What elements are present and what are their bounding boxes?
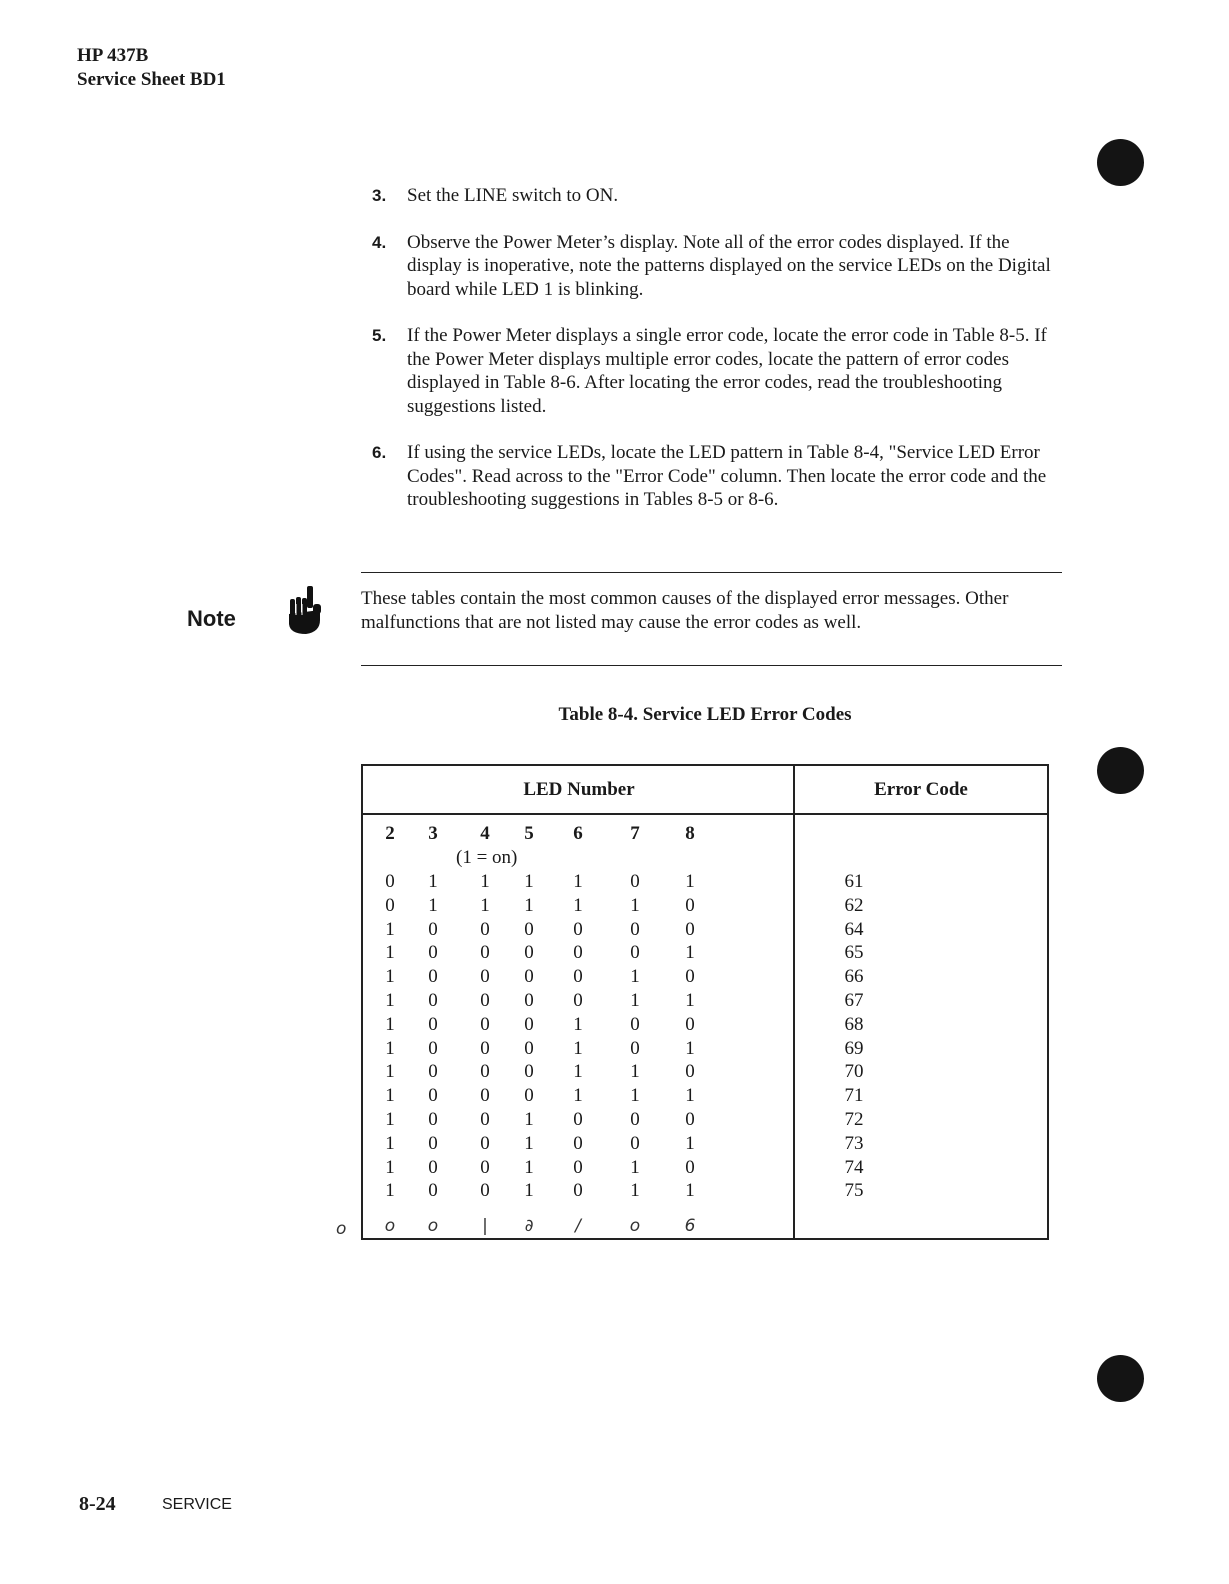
led-bit: 1: [685, 1132, 695, 1154]
error-code-value: 71: [844, 1085, 864, 1107]
led-bit: 0: [685, 1061, 695, 1083]
led-bit: 0: [480, 966, 490, 988]
led-bit: 0: [480, 942, 490, 964]
led-bit: 0: [428, 1085, 438, 1107]
error-code-header: Error Code: [874, 779, 968, 800]
led-bit: 0: [573, 1156, 583, 1178]
error-code-value: 62: [844, 894, 864, 916]
led-bit: 0: [524, 966, 534, 988]
led-bit: 1: [385, 1132, 395, 1154]
led-bit: 1: [385, 1037, 395, 1059]
binder-hole: [1097, 747, 1144, 794]
column-divider: [793, 766, 795, 1238]
led-bit: 0: [385, 871, 395, 892]
led-bit: 0: [428, 1109, 438, 1130]
led-bit: 1: [630, 894, 640, 916]
led-bit: 0: [428, 1132, 438, 1154]
led-bit: 1: [385, 966, 395, 988]
led-bit: 0: [524, 1061, 534, 1083]
led-bit: 1: [524, 1132, 534, 1154]
step-text: Set the LINE switch to ON.: [407, 185, 619, 206]
error-code-value: 61: [844, 871, 864, 892]
led-bit: 0: [573, 1109, 583, 1130]
led-bit: 1: [480, 894, 490, 916]
step-number: 5.: [372, 326, 387, 345]
step-text: If using the service LEDs, locate the LED pattern in Table 8-4, "Service LED Error Codes". Read across to the "Error Code" column. Then locate the error code and the troubleshooting suggestions in Tables 8-5 or 8-6.: [407, 442, 1047, 510]
led-bit: 0: [428, 990, 438, 1011]
error-code-value: 74: [844, 1156, 864, 1178]
section-label: SERVICE: [162, 1496, 232, 1513]
led-bit: 1: [630, 1085, 640, 1107]
led-bit: 0: [385, 894, 395, 916]
led-column-number: 5: [524, 823, 534, 844]
led-bit: 0: [480, 1132, 490, 1154]
led-bit: 1: [685, 871, 695, 892]
led-bit: 0: [524, 1085, 534, 1107]
led-column-number: 2: [385, 823, 395, 844]
led-bit: 1: [573, 1061, 583, 1083]
led-bit: 1: [524, 894, 534, 916]
led-bit: 1: [573, 871, 583, 892]
page-number: 8-24: [79, 1493, 116, 1515]
led-bit: 0: [480, 1156, 490, 1178]
note-text: These tables contain the most common causes of the displayed error messages. Other malfunctions that are not listed may cause the error codes as well.: [361, 588, 1009, 633]
led-bit: 0: [630, 942, 640, 964]
led-bit: 1: [385, 1013, 395, 1035]
step-text: If the Power Meter displays a single error code, locate the error code in Table 8-5. If the Power Meter displays multiple error codes, locate the pattern of error codes displayed in Table 8-6. After locating the error codes, read the troubleshooting suggestions listed.: [407, 325, 1047, 417]
led-bit: 1: [524, 1109, 534, 1130]
handwritten-mark: ∂: [524, 1216, 534, 1236]
error-code-value: 75: [844, 1180, 864, 1202]
led-bit: 0: [428, 1061, 438, 1083]
header-divider: [363, 813, 1047, 815]
procedure-step: [372, 231, 1062, 302]
led-bit: 0: [630, 1132, 640, 1154]
led-bit: 0: [573, 966, 583, 988]
led-bit: 1: [685, 990, 695, 1011]
led-column-number: 3: [428, 823, 438, 844]
led-bit: 1: [524, 1156, 534, 1178]
handwritten-mark: |: [482, 1216, 488, 1236]
led-bit: 0: [630, 1013, 640, 1035]
led-bit: 0: [685, 894, 695, 916]
led-bit: 1: [685, 942, 695, 964]
led-bit: 1: [385, 990, 395, 1011]
led-bit: 1: [385, 1180, 395, 1202]
led-bit: 0: [630, 1037, 640, 1059]
table-title: Table 8-4. Service LED Error Codes: [558, 704, 852, 725]
led-bit: 0: [573, 990, 583, 1011]
led-number-header: LED Number: [523, 779, 635, 800]
pointing-hand-icon: [284, 584, 324, 636]
led-bit: 0: [685, 918, 695, 940]
led-bit: 1: [573, 1013, 583, 1035]
handwritten-mark: /: [575, 1216, 581, 1236]
led-bit: 0: [480, 1013, 490, 1035]
procedure-step: [372, 324, 1062, 418]
error-code-value: 72: [844, 1109, 864, 1130]
binder-hole: [1097, 139, 1144, 186]
led-bit: 1: [385, 1109, 395, 1130]
led-bit: 0: [428, 918, 438, 940]
led-bit: 0: [573, 942, 583, 964]
led-bit: 1: [524, 1180, 534, 1202]
led-bit: 0: [630, 1109, 640, 1130]
led-bit: 1: [385, 1061, 395, 1083]
error-code-value: 69: [844, 1037, 864, 1059]
note-bottom-rule: [361, 665, 1062, 666]
handwritten-mark: o: [384, 1216, 396, 1236]
error-code-value: 64: [844, 918, 864, 940]
led-bit: 0: [428, 1013, 438, 1035]
note-label: Note: [187, 606, 236, 631]
led-column-number: 4: [480, 823, 490, 844]
led-bit: 1: [573, 1085, 583, 1107]
led-bit: 0: [428, 1037, 438, 1059]
error-code-value: 67: [844, 990, 864, 1011]
led-bit: 1: [385, 918, 395, 940]
on-legend: (1 = on): [456, 847, 518, 868]
led-bit: 0: [630, 871, 640, 892]
step-number: 4.: [372, 232, 387, 252]
led-bit: 0: [524, 990, 534, 1011]
led-column-number: 8: [685, 823, 695, 844]
led-bit: 0: [428, 966, 438, 988]
led-bit: 0: [524, 942, 534, 964]
led-bit: 0: [480, 990, 490, 1011]
led-bit: 1: [630, 1180, 640, 1202]
error-code-value: 70: [844, 1061, 864, 1083]
led-bit: 0: [480, 918, 490, 940]
handwritten-mark: o: [629, 1216, 641, 1236]
led-bit: 1: [630, 1061, 640, 1083]
led-bit: 1: [428, 871, 438, 892]
step-number: 3.: [372, 186, 387, 205]
led-bit: 0: [480, 1037, 490, 1059]
led-bit: 0: [685, 1013, 695, 1035]
led-bit: 1: [573, 894, 583, 916]
led-column-number: 7: [630, 823, 640, 844]
led-bit: 1: [630, 1156, 640, 1178]
led-bit: 0: [573, 1132, 583, 1154]
step-number: 6.: [372, 443, 387, 462]
error-code-value: 66: [844, 966, 864, 988]
led-bit: 0: [524, 1037, 534, 1059]
led-bit: 1: [685, 1037, 695, 1059]
led-bit: 1: [685, 1085, 695, 1107]
led-bit: 1: [630, 990, 640, 1011]
led-bit: 0: [428, 942, 438, 964]
led-bit: 1: [685, 1180, 695, 1202]
led-bit: 0: [685, 1109, 695, 1130]
note-top-rule: [361, 572, 1062, 573]
led-bit: 1: [428, 894, 438, 916]
led-bit: 1: [385, 1085, 395, 1107]
led-bit: 1: [385, 1156, 395, 1178]
led-bit: 0: [685, 1156, 695, 1178]
procedure-steps: [372, 184, 1062, 535]
sheet-label: Service Sheet BD1: [77, 69, 226, 90]
page-header: [77, 44, 226, 92]
led-bit: 1: [573, 1037, 583, 1059]
led-bit: 0: [480, 1180, 490, 1202]
error-code-value: 65: [844, 942, 864, 964]
led-bit: 0: [428, 1156, 438, 1178]
binder-hole: [1097, 1355, 1144, 1402]
procedure-step: [372, 184, 1062, 208]
led-bit: 0: [524, 918, 534, 940]
led-error-table: [361, 764, 1049, 1240]
led-column-number: 6: [573, 823, 583, 844]
led-bit: 0: [573, 1180, 583, 1202]
model-label: HP 437B: [77, 45, 149, 66]
led-bit: 0: [685, 966, 695, 988]
error-code-value: 73: [844, 1132, 864, 1154]
handwritten-mark: o: [427, 1216, 439, 1236]
led-bit: 0: [630, 918, 640, 940]
led-bit: 0: [480, 1061, 490, 1083]
led-bit: 1: [385, 942, 395, 964]
led-bit: 0: [480, 1109, 490, 1130]
led-bit: 0: [573, 918, 583, 940]
led-bit: 0: [480, 1085, 490, 1107]
led-bit: 0: [524, 1013, 534, 1035]
error-code-value: 68: [844, 1013, 864, 1035]
handwritten-margin-mark: o: [336, 1219, 347, 1239]
procedure-step: [372, 441, 1062, 512]
led-bit: 1: [524, 871, 534, 892]
step-text: Observe the Power Meter’s display. Note all of the error codes displayed. If the display is inoperative, note the patterns displayed on the service LEDs on the Digital board while LED 1 is blinking.: [407, 231, 1051, 300]
led-bit: 1: [480, 871, 490, 892]
led-bit: 1: [630, 966, 640, 988]
led-bit: 0: [428, 1180, 438, 1202]
handwritten-mark: 6: [684, 1216, 696, 1236]
